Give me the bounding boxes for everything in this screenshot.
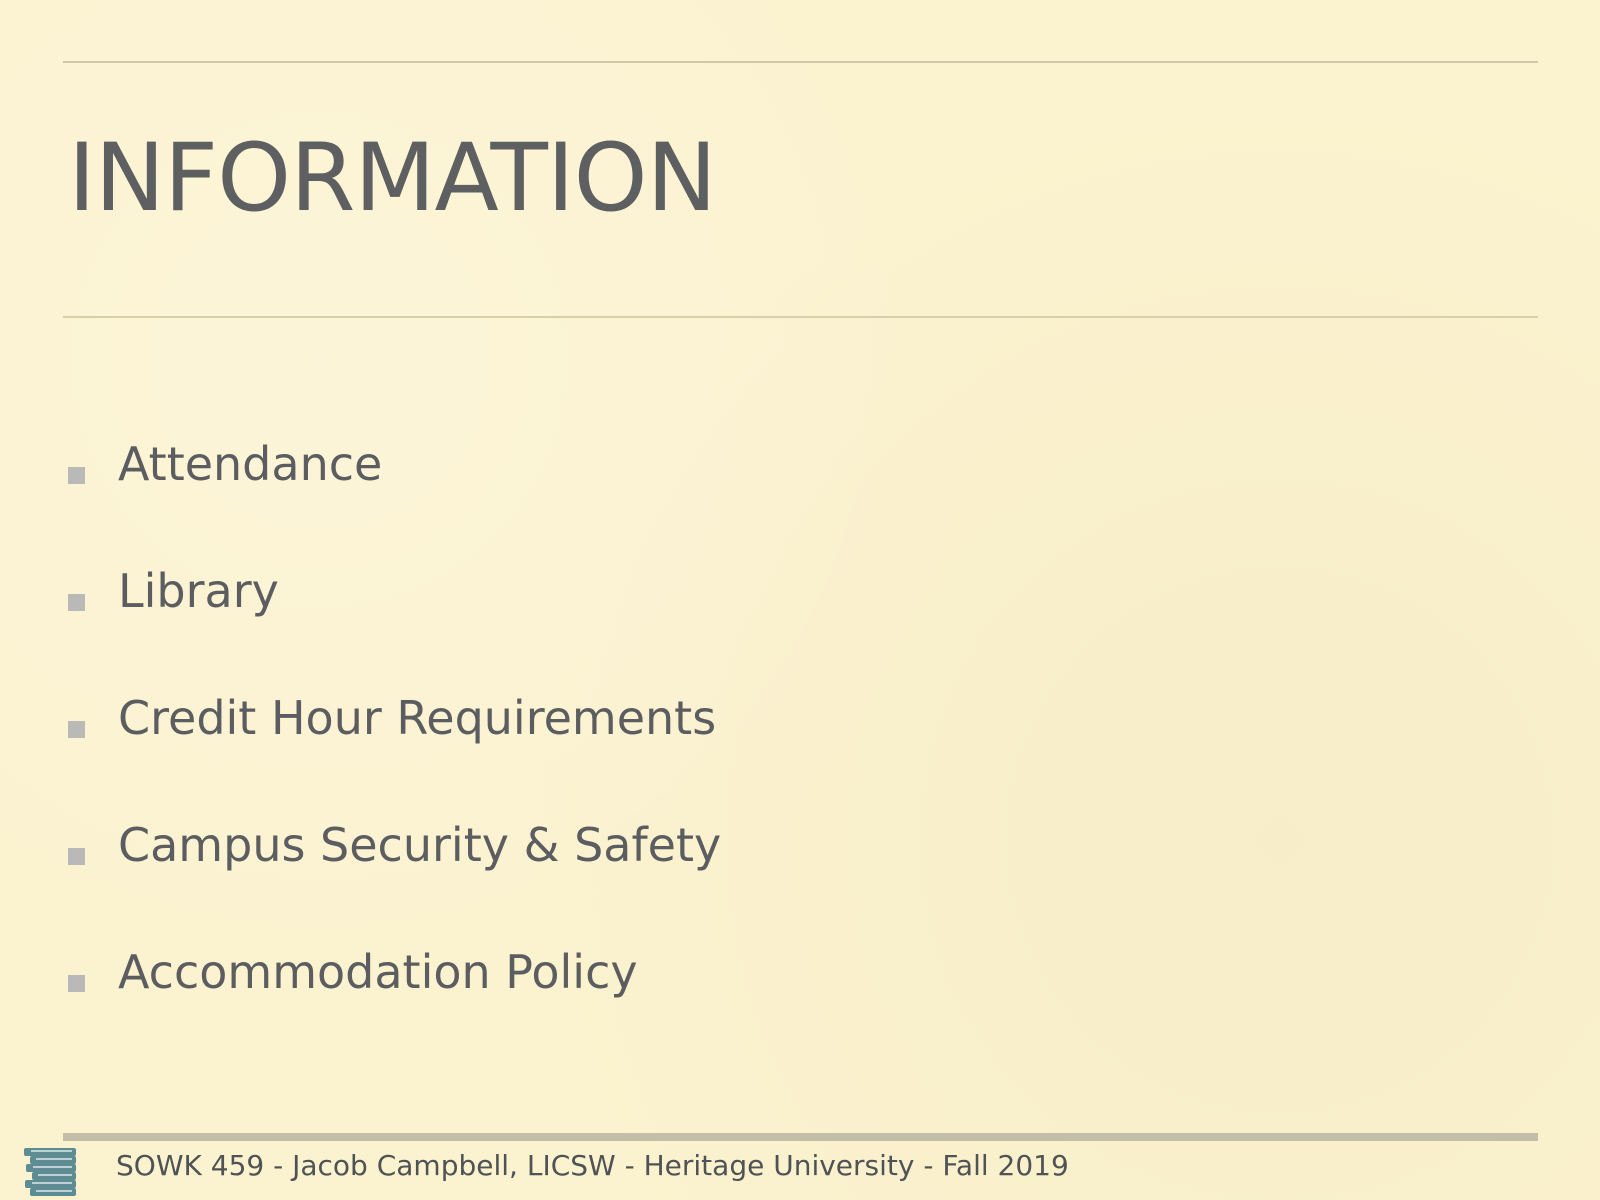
stacked-books-icon <box>22 1145 80 1200</box>
bullet-item-attendance <box>68 437 721 567</box>
bullet-marker <box>68 594 85 611</box>
slide-title: INFORMATION <box>68 124 716 233</box>
bullet-text-accommodation-policy: Accommodation Policy <box>118 945 638 999</box>
bullet-list <box>68 437 722 1075</box>
bullet-text-attendance: Attendance <box>118 437 383 491</box>
footer-text: SOWK 459 - Jacob Campbell, LICSW - Heritage University - Fall 2019 <box>116 1149 1069 1182</box>
bullet-item-campus-security-safety <box>68 818 722 948</box>
bullet-marker <box>68 721 85 738</box>
title-divider <box>63 316 1538 318</box>
footer-divider <box>63 1133 1538 1141</box>
bullet-item-accommodation-policy <box>68 945 721 1075</box>
bullet-text-campus-security-safety: Campus Security & Safety <box>118 818 722 872</box>
bullet-item-library <box>68 564 721 694</box>
bullet-marker <box>68 467 85 484</box>
bullet-marker <box>68 848 85 865</box>
bullet-text-credit-hour-requirements: Credit Hour Requirements <box>118 691 717 745</box>
bullet-item-credit-hour-requirements <box>68 691 721 821</box>
bullet-marker <box>68 975 85 992</box>
bullet-text-library: Library <box>118 564 279 618</box>
top-divider <box>63 61 1538 63</box>
